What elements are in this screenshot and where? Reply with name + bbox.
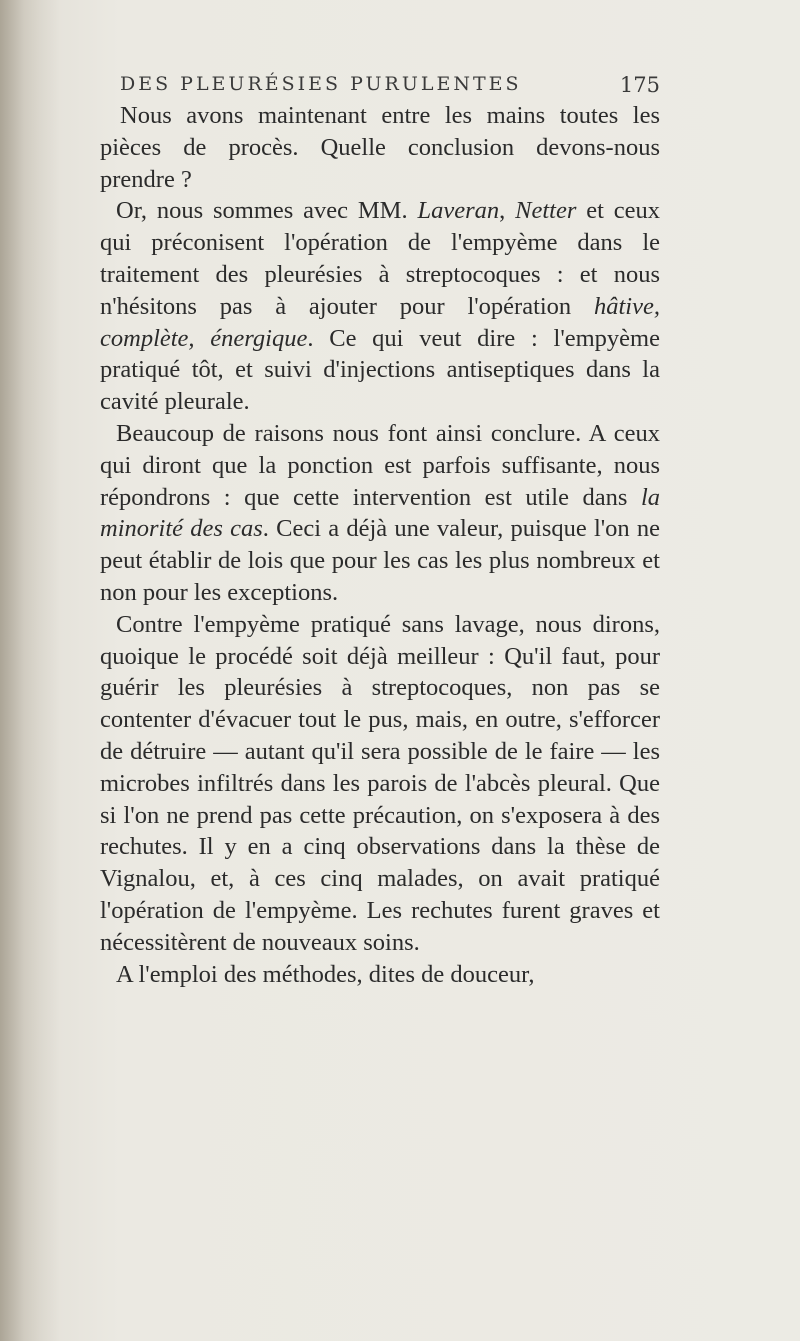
paragraph-4 <box>100 609 660 959</box>
text-segment: Nous avons maintenant entre les mains toutes les pièces de procès. Quelle conclusion devons-nous prendre ? <box>100 102 660 193</box>
emphasis-italic: hâtive, complète, énergique <box>100 292 660 352</box>
text-segment: . Ceci a déjà une valeur, puisque l'on ne peut établir de lois que pour les cas les plus nombreux et non pour les exceptions. <box>100 515 661 606</box>
text-segment: A l'emploi des méthodes, dites de douceur, <box>116 960 535 988</box>
running-title: DES PLEURÉSIES PURULENTES <box>120 73 522 95</box>
text-segment: Or, nous sommes avec MM. <box>116 197 418 225</box>
paragraph-2 <box>100 195 660 418</box>
spine-shadow <box>0 0 60 1341</box>
text-segment: et ceux qui préconisent l'opération de l'empyème dans le traitement des pleurésies à streptocoques : et nous n'hésitons pas à ajouter pour l'opération <box>100 197 661 320</box>
text-segment: Contre l'empyème pratiqué sans lavage, nous dirons, quoique le procédé soit déjà meilleur : Qu'il faut, pour guérir les pleurésies à streptocoques, non pas se contenter d'évacuer tout le pus, mais, en outre, s'efforcer de détruire — autant qu'il sera possible de le faire — les microbes infiltrés dans les parois de l'abcès pleural. Que si l'on ne prend pas cette précaution, on s'exposera à des rechutes. Il y en a cinq observations dans la thèse de Vignalou, et, à ces cinq malades, on avait pratiqué l'opération de l'empyème. Les rechutes furent graves et nécessitèrent de nouveaux soins. <box>100 610 660 956</box>
body-text <box>100 100 660 990</box>
text-segment: Beaucoup de raisons nous font ainsi conclure. A ceux qui diront que la ponction est parfois suffisante, nous répondrons : que cette intervention est utile dans <box>100 419 660 511</box>
author-name-italic: Laveran <box>417 197 500 225</box>
text-segment: . Ce qui veut dire : l'empyème pratiqué tôt, et suivi d'injections antiseptiques dans la cavité pleurale. <box>100 324 660 416</box>
paragraph-3 <box>100 418 660 609</box>
page-number: 175 <box>619 73 660 97</box>
paragraph-5 <box>100 959 660 991</box>
text-segment: , <box>499 197 516 225</box>
author-name-italic: Netter <box>515 197 577 225</box>
paragraph-1 <box>100 100 660 195</box>
emphasis-italic: la minorité des cas <box>100 483 660 543</box>
running-head <box>120 73 660 103</box>
